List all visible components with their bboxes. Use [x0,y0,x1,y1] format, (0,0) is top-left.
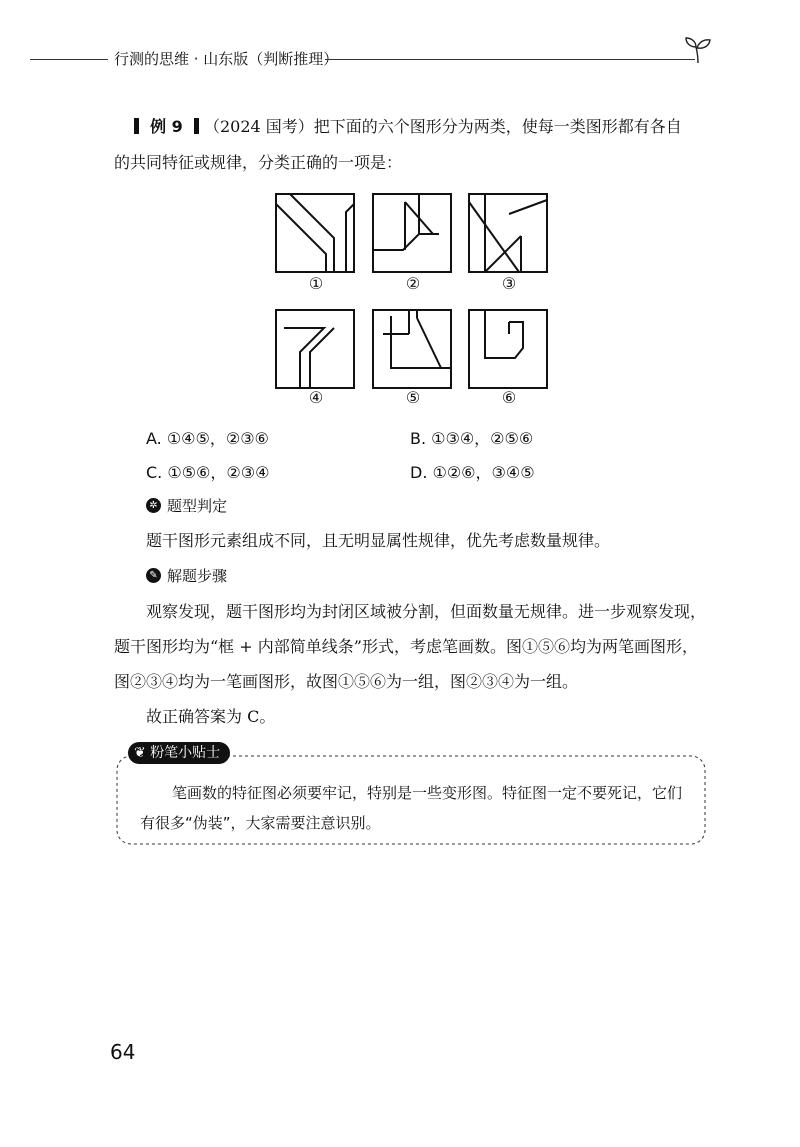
figure-grid [270,190,555,410]
page-number: 64 [110,1040,136,1064]
tip-label-badge [128,742,230,764]
figure-1 [276,194,354,272]
header-rule-right [325,59,695,60]
sprout-small-icon: ❦ [134,745,146,761]
steps-line-2: 题干图形均为“框 + 内部简单线条”形式，考虑笔画数。图①⑤⑥均为两笔画图形， [114,637,698,656]
question-text-2: 的共同特征或规律，分类正确的一项是： [114,153,403,172]
option-c[interactable]: C. ①⑤⑥，②③④ [146,463,270,482]
figure-label-2: ② [405,274,421,293]
question-line-1 [134,116,682,138]
option-a[interactable]: A. ①④⑤，②③⑥ [146,429,269,448]
tip-line-1: 笔画数的特征图必须要牢记，特别是一些变形图。特征图一定不要死记，它们 [172,784,683,802]
figure-label-1: ① [308,274,324,293]
answer-line: 故正确答案为 C。 [146,707,276,726]
figure-5 [373,310,451,388]
option-b[interactable]: B. ①③④，②⑤⑥ [410,429,534,448]
figure-label-4: ④ [308,388,324,407]
figure-6 [469,310,547,388]
gear-icon: ✲ [146,498,161,513]
steps-line-1: 观察发现，题干图形均为封闭区域被分割，但面数量无规律。进一步观察发现， [146,602,707,621]
steps-section-title: 解题步骤 [167,567,228,585]
steps-section-heading [146,565,227,586]
type-section-title: 题型判定 [167,497,228,515]
option-d[interactable]: D. ①②⑥，③④⑤ [410,463,535,482]
tip-line-2: 有很多“伪装”，大家需要注意识别。 [140,814,381,832]
tip-label-text: 粉笔小贴士 [150,745,221,761]
type-section-heading [146,495,227,516]
sprout-icon [682,35,714,65]
question-text-1: （2024 国考）把下面的六个图形分为两类，使每一类图形都有各自 [204,117,682,136]
figure-4 [276,310,354,388]
label-bar-right [194,118,199,134]
running-header-title: 行测的思维 · 山东版（判断推理） [114,50,339,68]
question-number: 例 9 [150,117,183,136]
figure-3 [469,194,547,272]
figure-label-5: ⑤ [405,388,421,407]
figure-2 [373,194,451,272]
label-bar-left [134,118,139,134]
steps-line-3: 图②③④均为一笔画图形，故图①⑤⑥为一组，图②③④为一组。 [114,672,579,691]
type-section-text: 题干图形元素组成不同，且无明显属性规律，优先考虑数量规律。 [146,531,611,550]
pencil-icon: ✎ [146,568,161,583]
figure-label-6: ⑥ [501,388,517,407]
figure-label-3: ③ [501,274,517,293]
header-rule-left [30,59,108,60]
